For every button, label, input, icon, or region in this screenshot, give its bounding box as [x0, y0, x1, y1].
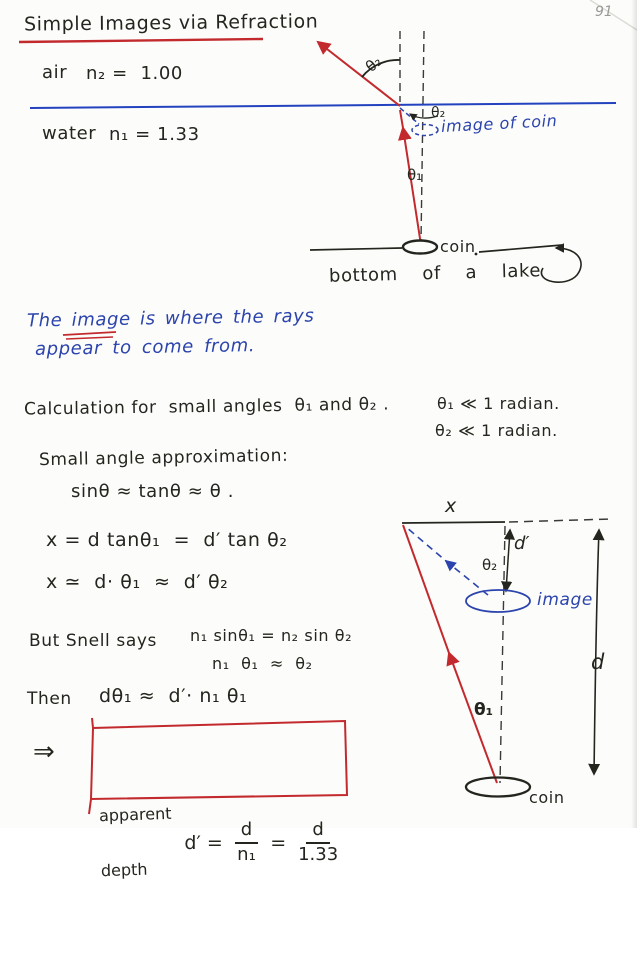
equation-x-tan: x = d tanθ₁ = d′ tan θ₂: [46, 529, 288, 551]
coin-vertical-dashed-line: [421, 31, 424, 242]
note-post: is where the rays: [130, 305, 315, 330]
d-prime-arrow: [506, 530, 510, 591]
small-angle-equation: sinθ ≈ tanθ ≈ θ .: [71, 481, 235, 502]
virtual-ray-dashed: [406, 527, 488, 595]
condition-theta2: θ₂ ≪ 1 radian.: [435, 421, 558, 440]
theta1-label-top: θ₁: [407, 166, 423, 184]
water-label: water: [42, 123, 97, 144]
image-label-bottom: image: [537, 590, 593, 610]
fraction2-numerator: d: [306, 821, 329, 844]
water-index-value: n₁ = 1.33: [109, 124, 200, 145]
x-distance-label: x: [445, 495, 457, 517]
theta1-label-bottom: θ₁: [474, 700, 494, 720]
image-of-coin-ellipse: [412, 125, 438, 136]
fraction-d-over-133: [298, 818, 339, 865]
vertical-dashed-line: [500, 526, 505, 783]
small-angle-label: Small angle approximation:: [38, 445, 289, 471]
calc-heading: Calculation for small angles θ₁ and θ₂ .: [23, 394, 390, 420]
then-label: Then: [27, 689, 72, 709]
coin-ellipse: [403, 241, 437, 254]
lake-bottom-line-left: [310, 248, 402, 250]
theta2-label-bottom: θ₂: [482, 556, 498, 574]
image-word-underline-1: [63, 332, 116, 335]
then-equation: dθ₁ ≈ d′· n₁ θ₁: [99, 685, 248, 707]
page-title: Simple Images via Refraction: [23, 10, 319, 36]
note-line-2: appear to come from.: [34, 335, 256, 360]
lake-bottom-caption: bottom of a lake: [328, 260, 542, 287]
fraction1-numerator: d: [235, 821, 258, 844]
refracted-ray: [318, 42, 400, 106]
condition-theta1: θ₁ ≪ 1 radian.: [437, 394, 560, 413]
page-number: 91: [595, 4, 613, 20]
depth-d-label: d: [591, 650, 605, 674]
image-of-coin-label: image of coin: [440, 110, 558, 137]
snell-equation-1: n₁ sinθ₁ = n₂ sin θ₂: [190, 626, 353, 645]
title-underline: [19, 39, 263, 42]
d-prime-label: d′: [514, 533, 530, 554]
air-index-value: n₂ = 1.00: [86, 63, 183, 84]
snell-label: But Snell says: [29, 631, 157, 651]
result-lhs: d′ =: [184, 831, 223, 854]
image-ellipse: [466, 590, 530, 612]
apparent-depth-label: [97, 768, 174, 918]
water-surface-line: [30, 103, 616, 108]
apparent-word: apparent: [98, 803, 172, 826]
theta2-below-label: θ₂: [431, 105, 446, 121]
theta2-arc-label: θ₂: [361, 52, 386, 76]
implies-arrow: ⇒: [33, 737, 55, 767]
scan-edge-shadow: [631, 0, 637, 828]
coin-label-bottom: coin: [529, 788, 565, 807]
lake-bottom-hook-arrow: [541, 248, 581, 282]
fraction-d-over-n1: [235, 818, 258, 865]
snell-equation-2: n₁ θ₁ ≈ θ₂: [212, 654, 313, 673]
note-image-word: image: [71, 308, 131, 331]
fraction1-denominator: n₁: [237, 843, 256, 865]
coin-ellipse-bottom: [466, 778, 530, 797]
note-pre: The: [26, 309, 72, 332]
surface-line-solid: [402, 522, 505, 523]
result-box-content: [100, 731, 338, 954]
lake-bottom-line-right: [479, 245, 562, 252]
air-label: air: [42, 62, 68, 83]
result-equals: =: [270, 831, 287, 854]
equation-x-approx: x ≃ d· θ₁ ≈ d′ θ₂: [46, 571, 229, 593]
coin-label-top: coin: [440, 237, 476, 256]
fraction2-denominator: 1.33: [298, 843, 339, 865]
depth-word: depth: [100, 859, 148, 881]
surface-line-dashed: [509, 519, 612, 522]
